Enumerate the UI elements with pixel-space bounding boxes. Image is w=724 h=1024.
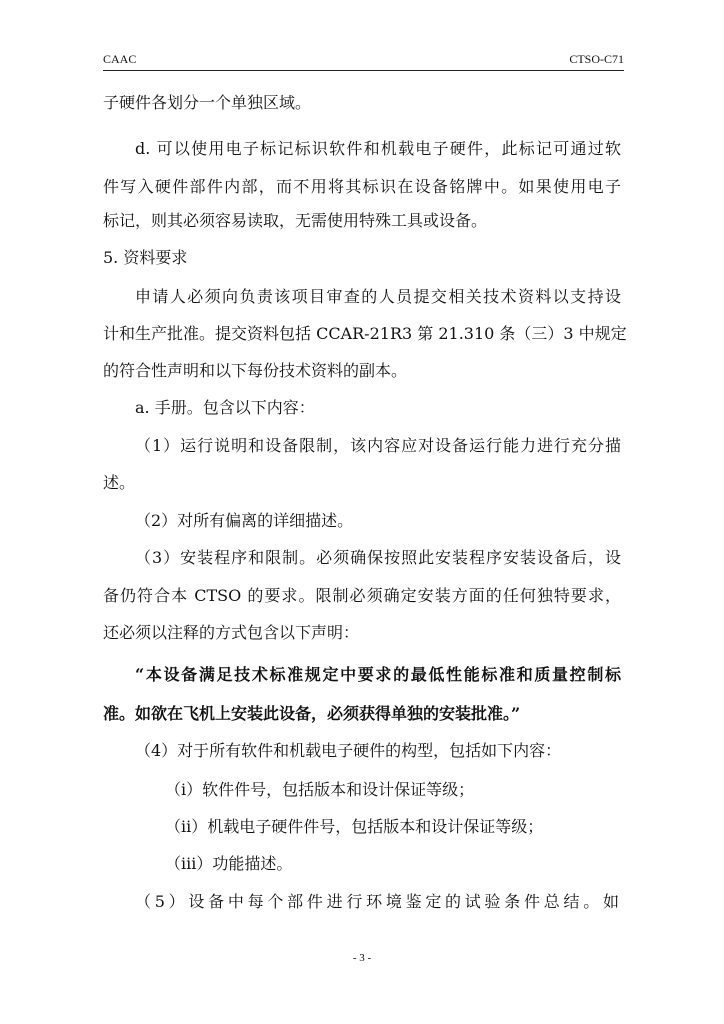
paragraph-line: 子硬件各划分一个单独区域。: [103, 93, 312, 112]
quoted-statement: “本设备满足技术标准规定中要求的最低性能标准和质量控制标: [135, 665, 621, 684]
paragraph-line: 还必须以注释的方式包含以下声明：: [103, 623, 360, 642]
paragraph-line: （5）设备中每个部件进行环境鉴定的试验条件总结。如: [135, 892, 621, 911]
paragraph-line: a. 手册。包含以下内容：: [135, 398, 315, 417]
paragraph-line: 标记，则其必须容易读取，无需使用特殊工具或设备。: [103, 211, 488, 230]
paragraph-line: （2）对所有偏离的详细描述。: [135, 511, 354, 530]
header-doc-id: CTSO-C71: [569, 52, 624, 66]
paragraph-line: d. 可以使用电子标记标识软件和机载电子硬件，此标记可通过软: [135, 139, 621, 158]
paragraph-line: （4）对于所有软件和机载电子硬件的构型，包括如下内容：: [135, 741, 562, 760]
page-number: - 3 -: [352, 952, 372, 964]
paragraph-line: 的符合性声明和以下每份技术资料的副本。: [103, 361, 408, 380]
paragraph-line: （1）运行说明和设备限制，该内容应对设备运行能力进行充分描: [135, 436, 621, 455]
paragraph-line: 备仍符合本 CTSO 的要求。限制必须确定安装方面的任何独特要求，: [103, 586, 621, 605]
page-header: [103, 52, 624, 71]
paragraph-line: 件写入硬件部件内部，而不用将其标识在设备铭牌中。如果使用电子: [103, 177, 621, 196]
paragraph-line: 述。: [103, 473, 136, 492]
header-org: CAAC: [103, 52, 137, 66]
paragraph-line: （3）安装程序和限制。必须确保按照此安装程序安装设备后，设: [135, 548, 621, 567]
quoted-statement: 准。如欲在飞机上安装此设备，必须获得单独的安装批准。”: [103, 704, 521, 723]
paragraph-line: 申请人必须向负责该项目审查的人员提交相关技术资料以支持设: [135, 287, 621, 306]
section-heading: 5. 资料要求: [103, 248, 188, 267]
list-item: （ii）机载电子硬件件号，包括版本和设计保证等级；: [165, 817, 544, 836]
list-item: （iii）功能描述。: [165, 854, 293, 873]
list-item: （i）软件件号，包括版本和设计保证等级；: [165, 780, 475, 799]
paragraph-line: 计和生产批准。提交资料包括 CCAR-21R3 第 21.310 条（三）3 中规定: [103, 324, 627, 343]
